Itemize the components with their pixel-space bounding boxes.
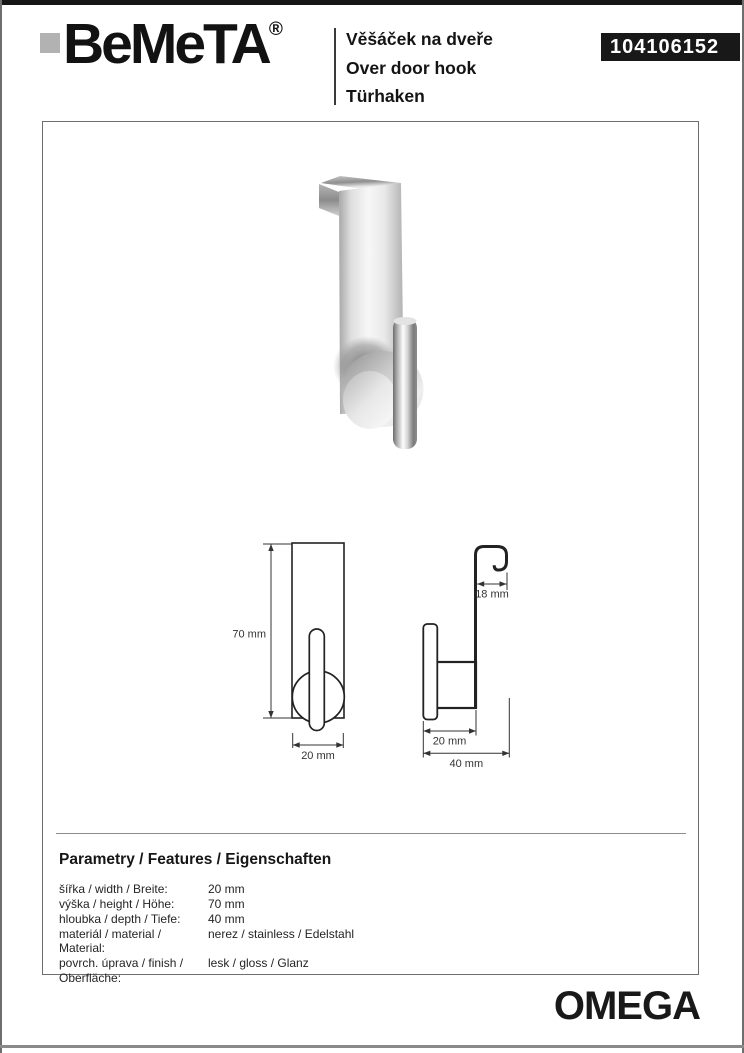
- page-border-top: [0, 0, 744, 5]
- photo-peg-rod: [393, 318, 417, 449]
- header-divider: [334, 28, 336, 105]
- photo-peg-rod-top: [394, 317, 417, 325]
- parameters-heading: Parametry / Features / Eigenschaften: [59, 851, 332, 868]
- parameter-value: 40 mm: [208, 911, 245, 926]
- parameter-label: povrch. úprava / finish / Oberfläche:: [59, 956, 184, 986]
- parameter-value: lesk / gloss / Glanz: [208, 956, 309, 971]
- product-code-badge: 104106152: [601, 33, 740, 61]
- photo-escutcheon-cap: [343, 371, 397, 429]
- parameter-row-depth: [59, 912, 659, 927]
- dimension-70mm: [263, 544, 292, 718]
- side-view-drawing: [423, 547, 509, 771]
- parameter-label: materiál / material / Material:: [59, 926, 162, 956]
- page-border-left: [0, 0, 2, 1053]
- parameter-row-width: [59, 882, 659, 897]
- arrow-up-icon: [268, 544, 273, 551]
- parameter-value: 70 mm: [208, 896, 245, 911]
- parameters-separator: [56, 833, 686, 834]
- arrow-left-icon: [423, 728, 430, 733]
- brand-logo: [63, 11, 283, 77]
- product-photo: [303, 170, 435, 456]
- parameter-label: hloubka / depth / Tiefe:: [59, 911, 181, 926]
- product-title-de: Türhaken: [346, 86, 425, 106]
- arrow-left-icon: [423, 751, 430, 756]
- product-title-block: [346, 25, 493, 111]
- arrow-left-icon: [293, 742, 300, 747]
- arrow-down-icon: [268, 711, 273, 718]
- registered-trademark-icon: ®: [268, 19, 283, 40]
- parameter-label: šířka / width / Breite:: [59, 882, 168, 896]
- front-height-label: 70 mm: [232, 628, 266, 641]
- dimension-18mm: [477, 573, 507, 591]
- arrow-left-icon: [477, 581, 484, 586]
- arrow-right-icon: [502, 751, 509, 756]
- side-hook-profile: [476, 547, 507, 709]
- product-title-cs: Věšáček na dveře: [346, 29, 493, 49]
- dimension-front-20mm: [293, 733, 344, 748]
- parameters-table: [59, 882, 659, 986]
- front-peg-outline: [309, 629, 324, 731]
- parameter-value: 20 mm: [208, 882, 245, 896]
- parameter-row-material: [59, 927, 659, 957]
- front-width-label: 20 mm: [301, 750, 335, 762]
- parameter-row-height: [59, 897, 659, 912]
- page-border-bottom: [0, 1045, 744, 1048]
- side-peg-outline: [423, 624, 437, 720]
- logo-square: [40, 33, 60, 53]
- side-width-label: 20 mm: [432, 735, 467, 748]
- photo-bracket-left-face: [319, 184, 339, 216]
- parameter-value: nerez / stainless / Edelstahl: [208, 926, 355, 941]
- product-title-en: Over door hook: [346, 57, 477, 78]
- arrow-right-icon: [469, 728, 476, 733]
- parameter-row-finish: [59, 956, 659, 986]
- technical-drawing: [230, 530, 522, 778]
- brand-logo-text: BeMeTA: [63, 12, 269, 76]
- front-view-drawing: [232, 543, 344, 762]
- arrow-right-icon: [336, 742, 343, 747]
- series-name: OMEGA: [553, 984, 700, 1028]
- arrow-right-icon: [500, 581, 507, 586]
- parameter-label: výška / height / Höhe:: [59, 896, 175, 911]
- side-depth-label: 40 mm: [449, 758, 484, 770]
- side-hook-depth-label: 18 mm: [475, 588, 509, 601]
